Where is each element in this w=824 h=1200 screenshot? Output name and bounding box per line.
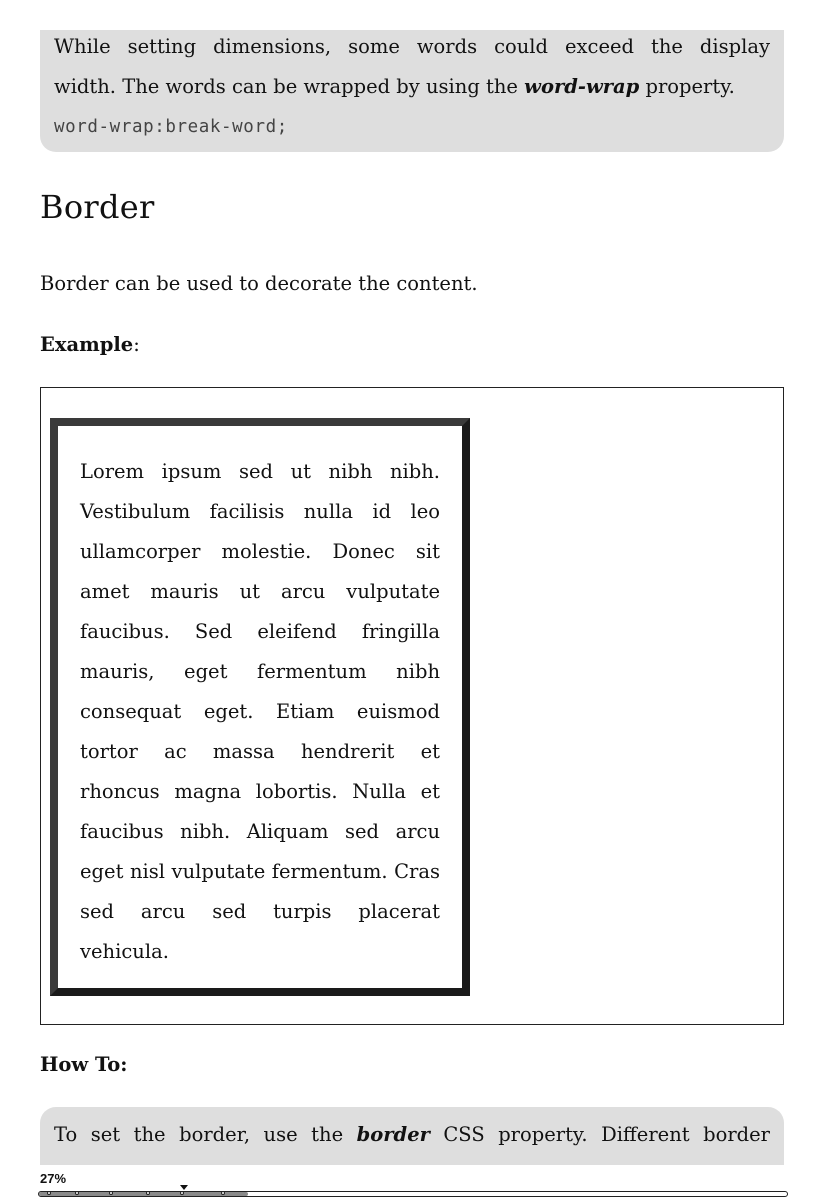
note-line-1: While setting dimensions, some words could exceed the display bbox=[54, 35, 770, 58]
example-label bbox=[40, 333, 140, 356]
example-label-text: Example bbox=[40, 333, 134, 356]
reading-progress-bar[interactable] bbox=[38, 1191, 788, 1197]
chapter-tick bbox=[221, 1191, 225, 1195]
section-intro: Border can be used to decorate the content. bbox=[40, 272, 478, 295]
note-line-2-end: property. bbox=[639, 75, 735, 98]
chapter-tick bbox=[109, 1191, 113, 1195]
border-howto-note bbox=[40, 1107, 784, 1165]
howto-label-text: How To bbox=[40, 1053, 121, 1076]
word-wrap-note-text bbox=[54, 30, 770, 110]
reading-status-bar bbox=[0, 1165, 824, 1200]
word-wrap-note bbox=[40, 30, 784, 152]
progress-percent: 27% bbox=[40, 1171, 67, 1186]
howto-label-colon: : bbox=[120, 1053, 128, 1076]
demo-lorem-text: Lorem ipsum sed ut nibh nibh. Vestibulum facilisis nulla id leo ullamcorper molestie. Donec sit amet mauris ut arcu vulputate faucibus. Sed eleifend fringilla mauris, eget fermentum nibh consequat eget. Etiam euismod tortor ac massa hendrerit et rhoncus magna lobortis. Nulla et faucibus nibh. Aliquam sed arcu eget nisl vulputate fermentum. Cras sed arcu sed turpis placerat vehicula. bbox=[80, 460, 440, 963]
example-label-colon: : bbox=[133, 333, 140, 356]
border-property: border bbox=[356, 1123, 430, 1146]
section-title: Border bbox=[40, 188, 155, 226]
border-howto-text bbox=[54, 1107, 770, 1151]
reading-progress-fill bbox=[39, 1192, 248, 1196]
bordered-demo-box bbox=[50, 418, 470, 996]
example-frame bbox=[40, 387, 784, 1025]
chapter-tick bbox=[47, 1191, 51, 1195]
howto-text-end: CSS property. Different border bbox=[429, 1123, 770, 1146]
chapter-tick bbox=[146, 1191, 150, 1195]
note-line-2 bbox=[54, 70, 770, 110]
chapter-tick bbox=[75, 1191, 79, 1195]
chapter-tick bbox=[180, 1191, 184, 1195]
note-line-2-start: width. The words can be wrapped by using the bbox=[54, 75, 525, 98]
progress-position-marker bbox=[180, 1185, 188, 1190]
word-wrap-property: word-wrap bbox=[524, 75, 640, 98]
howto-label bbox=[40, 1053, 128, 1076]
howto-text-start: To set the border, use the bbox=[54, 1123, 357, 1146]
word-wrap-code: word-wrap:break-word; bbox=[54, 117, 288, 137]
